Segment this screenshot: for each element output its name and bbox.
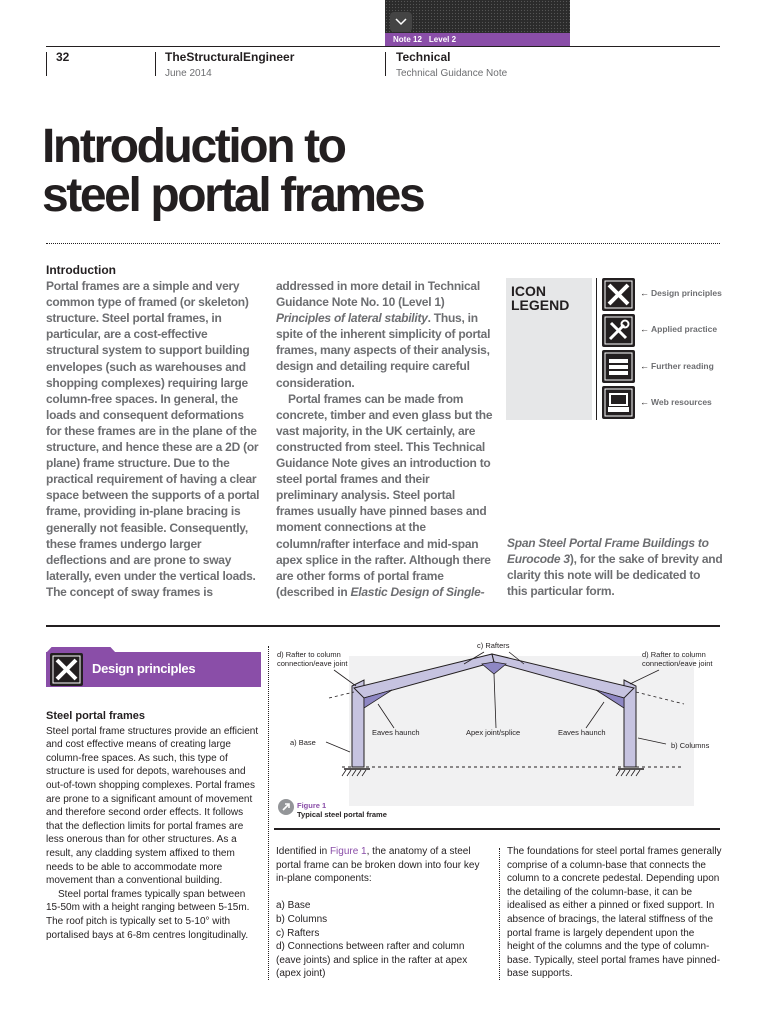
header-divider [155,52,156,76]
paragraph: Steel portal frames typically span between 15-50m with a height ranging between 5-15m. The roof pitch is typically set to 5-10° with portalised bays at 6-8m centres longitudinally. [46,888,250,941]
design-principles-column [46,710,260,942]
intro-column-1 [46,262,262,600]
page-title [42,122,722,220]
list-item: c) Rafters [276,927,320,939]
legend-divider [596,278,597,420]
header-divider [46,52,47,76]
header-rule [46,46,720,47]
list-item: a) Base [276,900,311,912]
intro-column-3: Span Steel Portal Frame Buildings to Eurocode 3), for the sake of brevity and clarity this note will be dedicated to this particular form. [507,536,723,599]
list-item: b) Columns [276,913,328,925]
intro-paragraph-2: addressed in more detail in Technical Guidance Note No. 10 (Level 1) Principles of lateral stability. Thus, in spite of the inherent simplicity of portal frames, many aspects of their analysis, design and detailing require careful consideration. [276,279,491,390]
intro-paragraph-3: Portal frames can be made from concrete, timber and even glass but the vast majority, in the UK certainly, are constructed from steel. This Technical Guidance Note gives an introduction to steel portal frames and their preliminary analysis. Steel portal frames usually have pinned bases and moment connections at the column/rafter interface and mid-span apex splice in the rafter. Although there are other forms of portal frame (described in Elastic Design of Single- [276,391,493,599]
legend-label: Applied practice [651,324,718,334]
figure-link[interactable]: Figure 1 [329,846,367,857]
figure-label-apex: Apex joint/splice [466,728,521,737]
section-subtitle: Technical Guidance Note [396,68,508,79]
section-name: Technical [396,50,451,64]
note-level-tab [385,0,570,46]
figure-label-columns: b) Columns [671,741,710,750]
icon-legend-title: ICON LEGEND [511,283,570,313]
design-principles-banner [46,647,261,687]
arrow-left-icon: ← [640,324,649,334]
figure-label-left-connection: d) Rafter to column connection/eave joint [277,650,348,668]
tab-pattern [385,0,570,33]
figure-label-rafters: c) Rafters [477,641,510,650]
publication-name: TheStructuralEngineer [165,50,295,64]
publication-date: June 2014 [165,68,212,79]
further-reading-icon [602,350,635,383]
figure-arrow-icon [278,799,294,815]
arrow-left-icon: ← [640,288,649,298]
arrow-left-icon: ← [640,397,649,407]
applied-practice-icon [602,314,635,347]
title-line-1: Introduction to [42,120,345,173]
title-dotted-rule [46,243,720,244]
figure-caption: Typical steel portal frame [297,810,387,819]
paragraph: Steel portal frame structures provide an efficient and cost effective means of creating large column-free spaces. As such, this type of structure is used for depots, warehouses and out-of-town shopping complexes. Portal frames are prone to a significant amount of movement and therefore second order effects. It follows that the deflection limits for portal frames are less onerous than for other structures. As a result, any cladding system affixed to them needs to be able to accommodate more movement than a conventional building. [46,725,259,887]
figure-number: Figure 1 [297,801,327,810]
arrow-left-icon: ← [640,361,649,371]
header-divider [385,52,386,76]
column-divider [499,848,500,980]
legend-label: Design principles [651,288,722,298]
design-principles-icon [602,278,635,311]
subheading: Steel portal frames [46,710,146,722]
figure-label-base: a) Base [290,738,316,747]
note-number: Note 12 [393,35,422,44]
intro-paragraph-1: Portal frames are a simple and very common type of framed (or skeleton) structure. Steel portal frames, in particular, are a cost-effective structural system to support building envelopes (such as warehouses and shopping complexes) requiring large column-free spaces. In general, the loads and consequent deformations for these frames are in the plane of the structure, and hence these are a 2D (or plane) frame structure. Due to the practical requirement of having a clear space between the supports of a portal frame, providing in-plane bracing is generally not feasible. Consequently, these frames undergo larger deflections and are prone to sway laterally, even under the vertical loads. The concept of sway frames is [46,279,260,599]
list-item: d) Connections between rafter and column (eave joints) and splice in the rafter at apex (apex joint) [276,941,468,980]
figure-label-eaves-left: Eaves haunch [372,728,420,737]
figure-label-right-connection: d) Rafter to column connection/eave joint [642,650,713,668]
legend-label: Web resources [651,397,712,407]
web-resources-icon [602,386,635,419]
figure-label-eaves-right: Eaves haunch [558,728,606,737]
paragraph: Identified in Figure 1, the anatomy of a steel portal frame can be broken down into four key in-plane components: [276,846,480,885]
anatomy-column [276,845,492,981]
paragraph: The foundations for steel portal frames generally comprise of a column-base that connects the column to a concrete pedestal. Depending upon the detailing of the column-base, it can be idealised as either a pinned or fixed support. In absence of bracings, the lateral stiffness of the portal frame is largely dependent upon the height of the columns and the type of column-base. Typically, steel portal frames have pinned-base supports. [507,846,722,980]
banner-label: Design principles [92,661,196,676]
design-principles-icon [50,653,83,686]
column-divider [268,646,269,980]
level-label: Level 2 [428,35,457,44]
title-line-2: steel portal frames [42,169,424,222]
note-level-bar [385,33,570,46]
section-rule [46,625,720,627]
intro-column-2 [276,278,494,600]
page-number: 32 [56,50,70,64]
foundations-column [507,845,723,981]
chevron-down-icon[interactable] [390,12,412,32]
figure-rule [274,828,720,830]
intro-heading: Introduction [46,263,116,277]
legend-label: Further reading [651,361,714,371]
